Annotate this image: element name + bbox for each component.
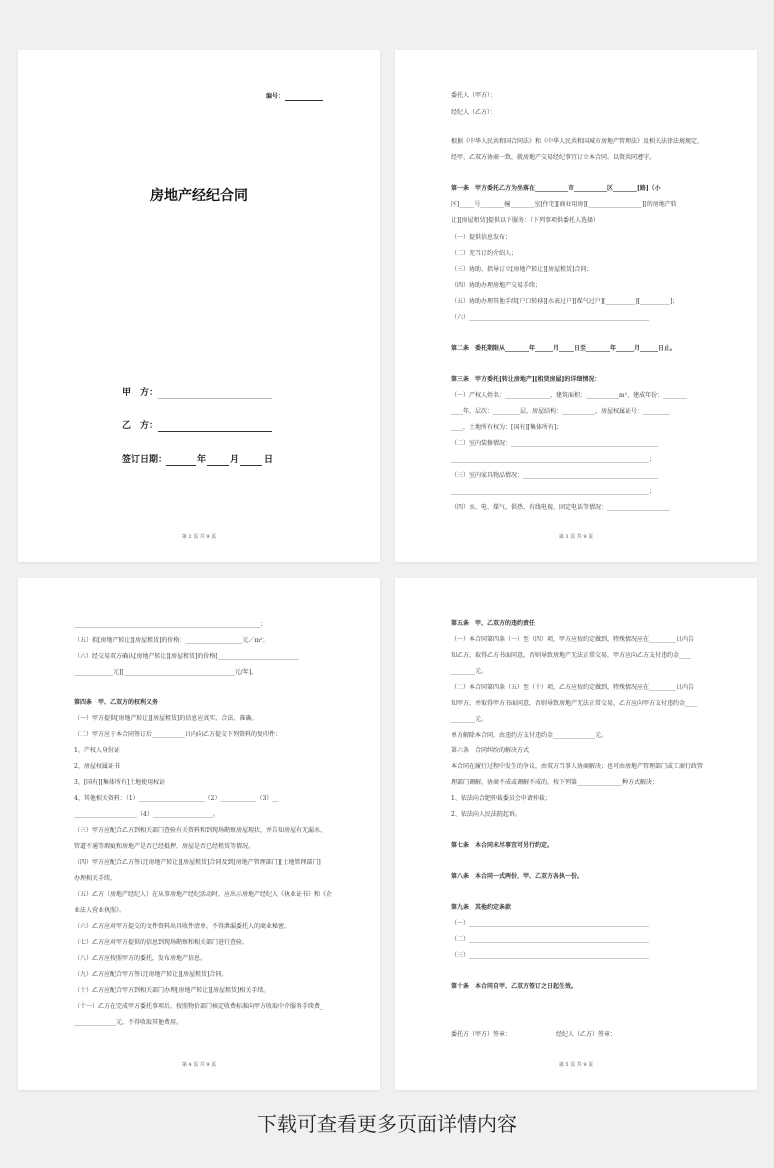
- text-line: （一）____________________________________________________________: [451, 920, 650, 927]
- text-line: _____________________（4）____________________。: [74, 811, 219, 818]
- text-line: 3、[国有][集体所有]土地使用权证: [74, 779, 166, 786]
- page-3: [18, 578, 380, 1090]
- day-line: [240, 465, 262, 466]
- text-line: （九）乙方应配合甲方签订[房地产转让][房屋租赁]合同。: [74, 971, 228, 978]
- text-line: 1、产权人身份证: [74, 747, 120, 754]
- text-line: 知乙方，取得乙方书面同意，否则导致房地产无法正常交易，甲方应向乙方支付违约金____: [451, 652, 692, 659]
- year-label: 年: [197, 455, 207, 465]
- article-heading: 第三条 甲方委托[转让房地产][租赁房屋]的详细情况：: [451, 376, 601, 383]
- contract-title: 房地产经纪合同: [150, 188, 248, 204]
- text-line: （二）本合同第四条（五）至（十）项，乙方应按约定做到，特殊情况应在_________日内告: [451, 684, 695, 691]
- serial-label: 编号：: [266, 93, 285, 100]
- text-line: （一）提供信息发布；: [451, 234, 512, 241]
- article-heading: 第七条 本合同未尽事宜可另行约定。: [451, 842, 554, 849]
- text-line: 知甲方，并取得甲方书面同意，否则导致房地产无法正常交易，乙方应向甲方支付违约金____: [451, 700, 698, 707]
- text-line: 经纪人（乙方）：: [451, 109, 497, 116]
- text-line: __________________________________________________________________；: [451, 488, 656, 495]
- page-4: [395, 578, 757, 1090]
- text-line: （四）水、电、煤气、供热、有线电视、固定电话等情况：_____________________: [451, 504, 671, 511]
- article-heading: 第五条 甲、乙双方的违约责任: [451, 620, 536, 627]
- serial-line: [285, 100, 323, 101]
- text-line: （五）协助办理其他手续[户口转移][水表过户][煤气过户][__________][__________]；: [451, 298, 679, 305]
- text-line: 经甲、乙双方协商一致，就房地产交易经纪事宜订立本合同，以资共同遵守。: [451, 154, 656, 161]
- text-line: 委托人（甲方）：: [451, 92, 497, 99]
- text-line: （七）乙方应对甲方提供的信息到现场勘察和相关部门进行查验。: [74, 939, 249, 946]
- text-line: （二）甲方应于本合同签订后___________日内向乙方提交下列资料的复印件：: [74, 731, 282, 738]
- text-line: （二）室内装修情况：_________________________________________________: [451, 440, 659, 447]
- text-line: 业法人营业执照》。: [74, 907, 126, 914]
- text-line: （六）____________________________________________________________: [451, 314, 650, 321]
- text-line: （三）协助、指导订立[房地产转让][房屋租赁]合同；: [451, 266, 593, 273]
- party-a-line: [158, 398, 272, 399]
- text-line: 第六条 合同纠纷的解决方式: [451, 747, 530, 754]
- party-b-label: 乙 方：: [122, 421, 159, 431]
- page-cover: [18, 50, 380, 562]
- page-footer: 第 2 页 共 9 页: [181, 534, 217, 540]
- text-line: 2、依法向人民法院起诉。: [451, 811, 521, 818]
- text-line: （五）拟[房地产转让][房屋租赁]的价格：___________________元／m²；: [74, 637, 269, 644]
- page-2: [395, 50, 757, 562]
- text-line: （三）甲方应配合乙方到相关部门查验有关资料和到现场勘察房屋现状，并告知房屋有无漏水、: [74, 827, 327, 834]
- text-line: 管道不通等瑕疵和房地产是否已经抵押、房屋是否已经租赁等情况。: [74, 843, 255, 850]
- party-b-line: [158, 431, 272, 432]
- article-heading: 第十条 本合同自甲、乙双方签订之日起生效。: [451, 983, 578, 990]
- month-label: 月: [230, 455, 240, 465]
- text-line: ______________________________________________________________；: [74, 621, 267, 628]
- text-line: 根据《中华人民共和国合同法》和《中华人民共和国城市房地产管理法》及相关法律法规规定，: [451, 138, 704, 145]
- text-line: （十一）乙方在完成甲方委托事项后，按照物价部门核定收费标准向甲方收取中介服务手续费_: [74, 1003, 324, 1010]
- text-line: （一）甲方提供[房地产转让][房屋租赁]的信息应真实、合法、准确。: [74, 715, 258, 722]
- text-line: ____年，层次：_________层，房屋结构：___________，房屋权属证号：_________: [451, 408, 671, 415]
- text-line: （一）产权人姓名：_______________，建筑面积：___________m²，建成年份：________: [451, 392, 688, 399]
- year-line: [166, 465, 196, 466]
- text-line: __________________________________________________________________；: [451, 456, 656, 463]
- article-heading: 第四条 甲、乙双方的权利义务: [74, 699, 159, 706]
- text-line: （四）甲方应配合乙方签订[房地产转让][房屋租赁]合同及到[房地产管理部门][土地管理部门]: [74, 859, 321, 866]
- text-line: 办理相关手续。: [74, 875, 117, 882]
- text-line: （六）乙方应对甲方提交的文件资料出具收件清单，不得泄漏委托人的商业秘密。: [74, 923, 291, 930]
- page-footer: 第 4 页 共 9 页: [181, 1062, 217, 1068]
- text-line: （六）经交易双方确认[房地产转让][房屋租赁]的价格[___________________________: [74, 653, 299, 660]
- text-line: （三）____________________________________________________________: [451, 952, 650, 959]
- text-line: （三）室内家具物品情况：_____________________________________________: [451, 472, 659, 479]
- day-label: 日: [264, 455, 274, 465]
- text-line: ______________元，不得收取其他费用。: [74, 1019, 183, 1026]
- article-heading: 第一条 甲方委托乙方为坐落在___________市___________区________[路]（小: [451, 185, 661, 192]
- text-line: ____，土地所有权为：[国有][集体所有]；: [451, 424, 563, 431]
- text-line: （八）乙方应按照甲方的委托，发布房地产信息。: [74, 955, 207, 962]
- signature-line: 委托方（甲方）签章： 经纪人（乙方）签章：: [451, 1031, 617, 1038]
- text-line: 2、房屋权属证书: [74, 763, 120, 770]
- text-line: 本合同在履行过程中发生的争议，由双方当事人协商解决；也可由房地产管理部门或工商行政管: [451, 763, 704, 770]
- text-line: 让][房屋租赁]提供以下服务：（下列事项供委托人选择）: [451, 217, 600, 224]
- text-line: 区]_____号________幢________室[住宅][商业用房][__________________][的房地产转: [451, 201, 677, 208]
- text-line: ________元。: [451, 716, 488, 723]
- text-line: ________元。: [451, 668, 488, 675]
- text-line: （二）____________________________________________________________: [451, 936, 650, 943]
- page-footer: 第 5 页 共 9 页: [558, 1062, 594, 1068]
- article-heading: 第八条 本合同一式两份，甲、乙双方各执一份。: [451, 873, 584, 880]
- download-note: 下载可查看更多页面详情内容: [257, 1112, 517, 1136]
- month-line: [207, 465, 229, 466]
- text-line: （二）充当订约介绍人；: [451, 250, 518, 257]
- sign-date-label: 签订日期：: [122, 455, 168, 465]
- text-line: （四）协助办理房地产交易手续；: [451, 282, 542, 289]
- text-line: （十）乙方应配合甲方到相关部门办理[房地产转让][房屋租赁]相关手续。: [74, 987, 270, 994]
- text-line: 4、其他相关资料：（1）______________________（2）____________（3）__: [74, 795, 279, 802]
- text-line: 1、依法向合肥仲裁委员会申请仲裁；: [451, 795, 551, 802]
- text-line: （一）本合同第四条（一）至（四）项，甲方应按约定做到，特殊情况应在_________日内告: [451, 636, 695, 643]
- article-heading: 第二条 委托期限从________年______月_____日至________年______月______日止。: [451, 345, 677, 352]
- article-heading: 第九条 其他约定条款: [451, 904, 512, 911]
- party-a-label: 甲 方：: [122, 388, 159, 398]
- text-line: _____________元][_____________________________________元/年]。: [74, 669, 258, 676]
- page-footer: 第 3 页 共 9 页: [558, 534, 594, 540]
- text-line: 单方解除本合同，由违约方支付违约金______________元。: [451, 732, 608, 739]
- text-line: 理部门调解，协商不成或调解不成的，按下列第_______________种方式解决：: [451, 779, 659, 786]
- text-line: （五）乙方（房地产经纪人）在从事房地产经纪活动时，应出示房地产经纪人《执业证书》和《企: [74, 891, 333, 898]
